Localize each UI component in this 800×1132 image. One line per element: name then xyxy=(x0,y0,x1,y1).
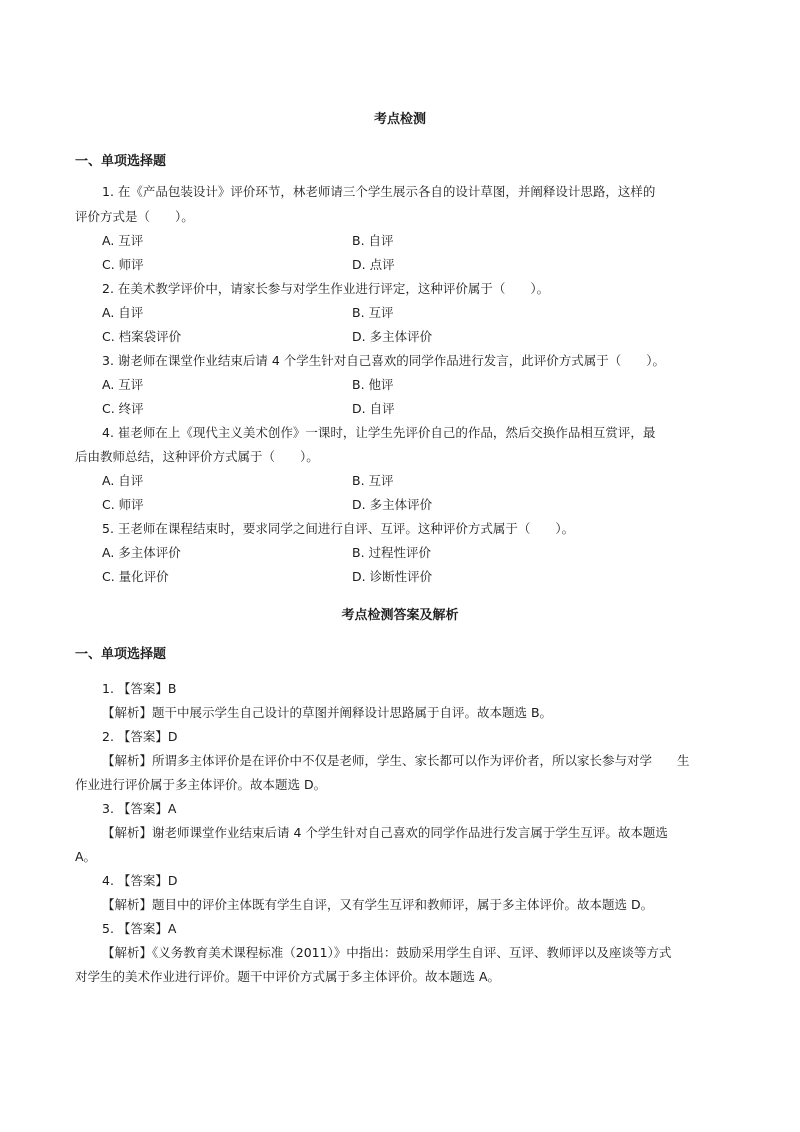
question-4-stem-cont: 后由教师总结，这种评价方式属于（ ）。 xyxy=(75,449,319,464)
question-4-option-d: D. 多主体评价 xyxy=(352,497,433,512)
answers-section-heading: 一、单项选择题 xyxy=(75,647,167,662)
analysis-1-line-1: 【解析】题干中展示学生自己设计的草图并阐释设计思路属于自评。故本题选 B。 xyxy=(102,705,553,720)
analysis-5-line-2: 对学生的美术作业进行评价。题干中评价方式属于多主体评价。故本题选 A。 xyxy=(75,969,501,984)
question-4-option-c: C. 师评 xyxy=(102,497,144,512)
question-2-stem: 2. 在美术教学评价中，请家长参与对学生作业进行评定，这种评价属于（ ）。 xyxy=(102,281,550,296)
question-4-option-b: B. 互评 xyxy=(352,473,394,488)
question-2-option-c: C. 档案袋评价 xyxy=(102,329,182,344)
analysis-2-line-1: 【解析】所谓多主体评价是在评价中不仅是老师，学生、家长都可以作为评价者，所以家长参与对学 生 xyxy=(102,753,690,768)
question-1-option-b: B. 自评 xyxy=(352,233,394,248)
question-1-option-a: A. 互评 xyxy=(102,233,144,248)
question-3-option-d: D. 自评 xyxy=(352,401,395,416)
question-3-option-b: B. 他评 xyxy=(352,377,394,392)
question-5-option-b: B. 过程性评价 xyxy=(352,545,432,560)
question-1-option-c: C. 师评 xyxy=(102,257,144,272)
question-1-stem-cont: 评价方式是（ ）。 xyxy=(75,209,194,224)
question-4-option-a: A. 自评 xyxy=(102,473,144,488)
analysis-2-line-2: 作业进行评价属于多主体评价。故本题选 D。 xyxy=(75,777,327,792)
question-2-option-a: A. 自评 xyxy=(102,305,144,320)
question-1-option-d: D. 点评 xyxy=(352,257,395,272)
question-4-stem: 4. 崔老师在上《现代主义美术创作》一课时，让学生先评价自己的作品，然后交换作品相互赏评，最 xyxy=(102,425,656,440)
answer-4: 4. 【答案】D xyxy=(102,873,178,888)
analysis-3-line-1: 【解析】谢老师课堂作业结束后请 4 个学生针对自己喜欢的同学作品进行发言属于学生互评。故本题选 xyxy=(102,825,668,840)
question-3-option-a: A. 互评 xyxy=(102,377,144,392)
question-5-option-a: A. 多主体评价 xyxy=(102,545,181,560)
question-2-option-b: B. 互评 xyxy=(352,305,394,320)
question-2-option-d: D. 多主体评价 xyxy=(352,329,433,344)
page-title: 考点检测 xyxy=(373,112,426,127)
answer-2: 2. 【答案】D xyxy=(102,729,178,744)
analysis-4-line-1: 【解析】题目中的评价主体既有学生自评，又有学生互评和教师评，属于多主体评价。故本题选 D。 xyxy=(102,897,654,912)
question-3-option-c: C. 终评 xyxy=(102,401,144,416)
question-5-option-d: D. 诊断性评价 xyxy=(352,569,433,584)
question-3-stem: 3. 谢老师在课堂作业结束后请 4 个学生针对自己喜欢的同学作品进行发言，此评价方式属于（ ）。 xyxy=(102,353,666,368)
answer-3: 3. 【答案】A xyxy=(102,801,177,816)
answers-title: 考点检测答案及解析 xyxy=(341,608,459,623)
analysis-5-line-1: 【解析】《义务教育美术课程标准（2011）》中指出：鼓励采用学生自评、互评、教师评以及座谈等方式 xyxy=(102,945,672,960)
answer-1: 1. 【答案】B xyxy=(102,681,177,696)
answer-5: 5. 【答案】A xyxy=(102,921,177,936)
question-5-option-c: C. 量化评价 xyxy=(102,569,169,584)
section-heading: 一、单项选择题 xyxy=(75,154,167,169)
question-5-stem: 5. 王老师在课程结束时，要求同学之间进行自评、互评。这种评价方式属于（ ）。 xyxy=(102,521,575,536)
question-1-stem: 1. 在《产品包装设计》评价环节，林老师请三个学生展示各自的设计草图，并阐释设计思路，这样的 xyxy=(102,184,656,199)
analysis-3-line-2: A。 xyxy=(75,849,97,864)
